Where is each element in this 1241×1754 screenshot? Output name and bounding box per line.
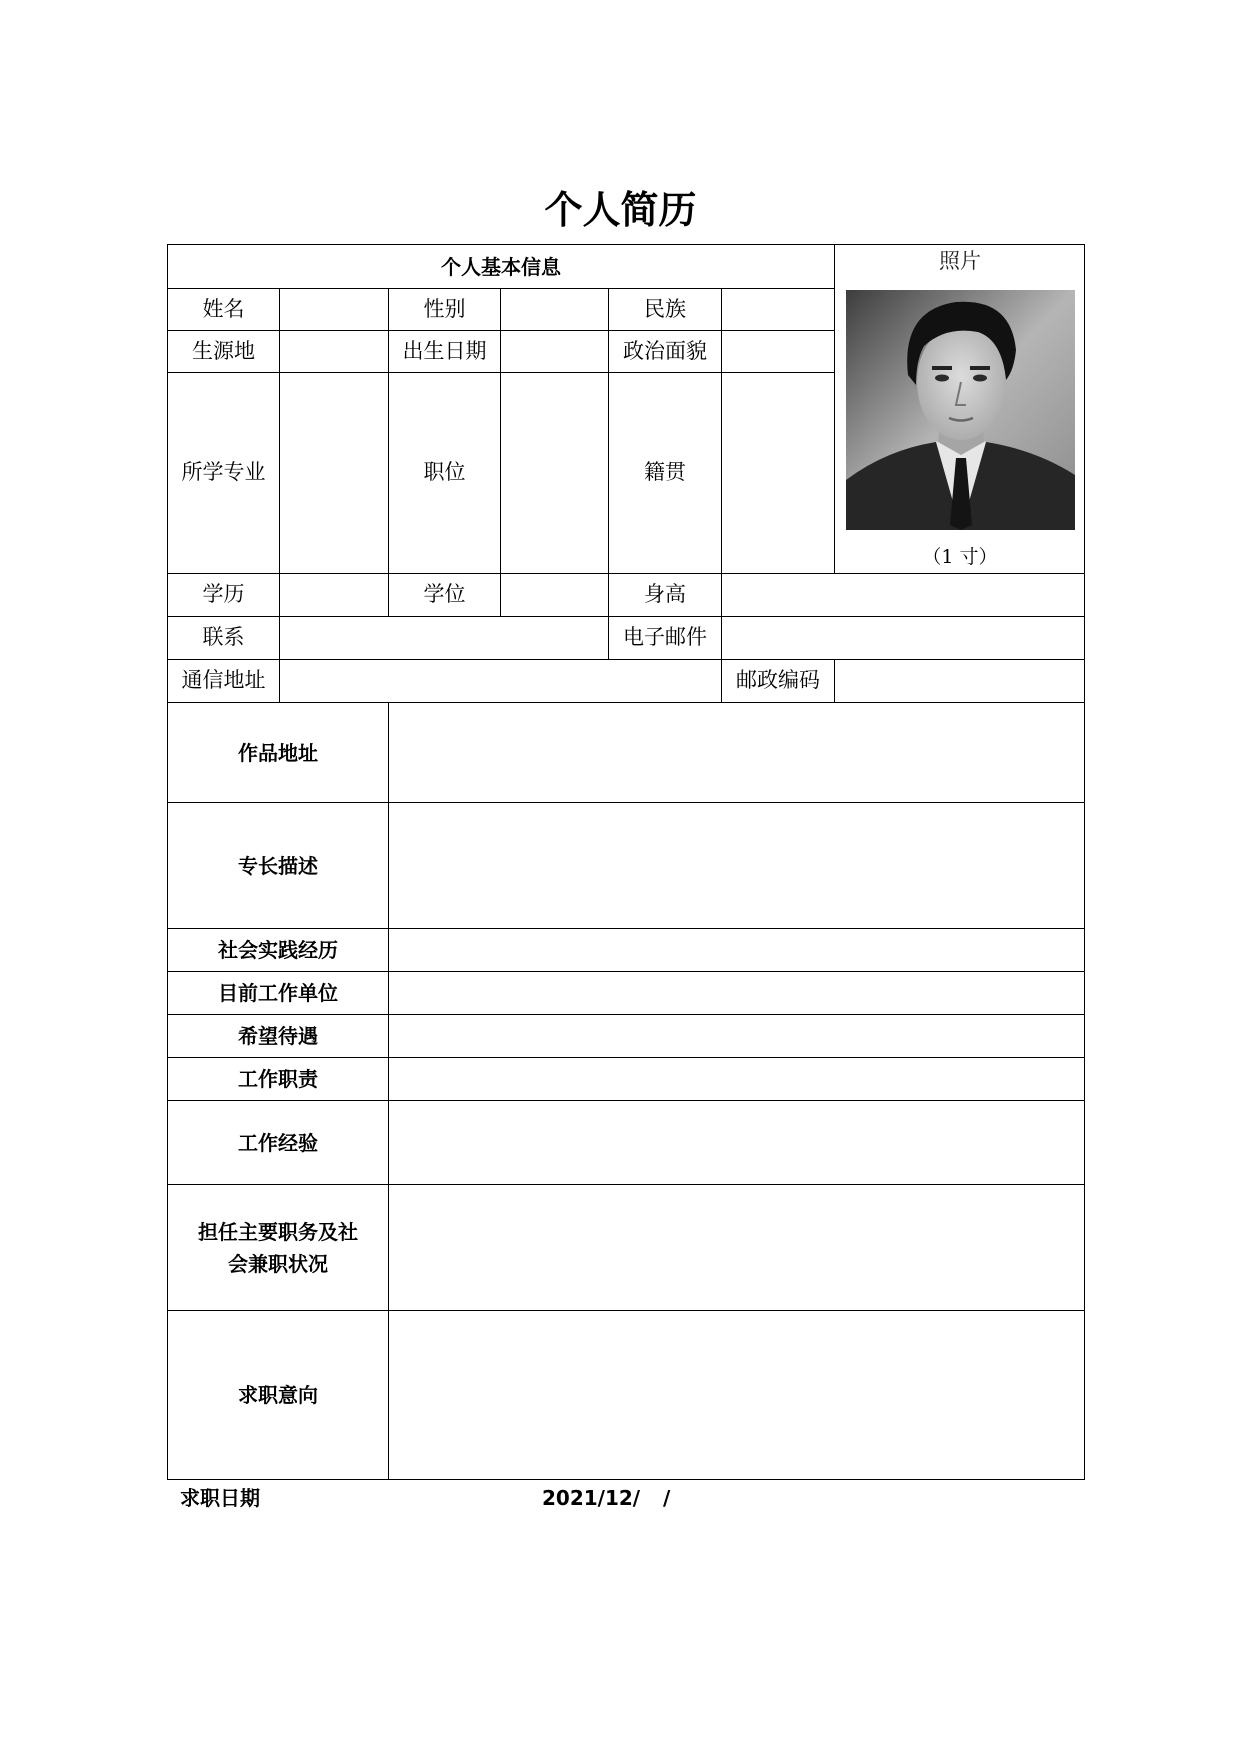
- field-major[interactable]: [280, 373, 388, 573]
- field-education[interactable]: [280, 574, 388, 616]
- label-responsibilities: 工作职责: [238, 1067, 318, 1091]
- application-date-separator: /: [663, 1486, 671, 1510]
- field-skills[interactable]: [389, 803, 1084, 928]
- label-name: 姓名: [202, 296, 245, 321]
- label-degree: 学位: [423, 582, 466, 607]
- field-degree[interactable]: [501, 574, 608, 616]
- label-birth-date: 出生日期: [402, 338, 487, 363]
- label-expected-salary: 希望待遇: [238, 1024, 318, 1048]
- field-name[interactable]: [280, 289, 388, 330]
- label-position: 职位: [423, 460, 466, 485]
- field-origin[interactable]: [280, 331, 388, 372]
- label-origin: 生源地: [192, 338, 255, 363]
- label-experience: 工作经验: [238, 1130, 318, 1155]
- label-job-intention: 求职意向: [238, 1383, 318, 1407]
- label-email: 电子邮件: [623, 625, 707, 650]
- field-political-status[interactable]: [722, 331, 834, 372]
- label-portfolio: 作品地址: [238, 740, 318, 765]
- label-social-practice: 社会实践经历: [218, 938, 338, 962]
- label-roles-line1: 担任主要职务及社: [198, 1219, 358, 1244]
- photo-label: 照片: [939, 249, 981, 273]
- field-address[interactable]: [280, 660, 721, 702]
- field-contact[interactable]: [280, 617, 608, 659]
- field-roles[interactable]: [389, 1185, 1084, 1310]
- field-responsibilities[interactable]: [389, 1058, 1084, 1100]
- profile-photo: [846, 290, 1075, 530]
- field-height[interactable]: [722, 574, 1084, 616]
- label-gender: 性别: [423, 296, 466, 321]
- field-social-practice[interactable]: [389, 929, 1084, 971]
- application-date-value[interactable]: 2021/12/: [542, 1486, 641, 1510]
- label-education: 学历: [202, 582, 245, 607]
- label-skills: 专长描述: [238, 853, 318, 878]
- field-portfolio[interactable]: [389, 703, 1084, 802]
- field-native-place[interactable]: [722, 373, 834, 573]
- field-job-intention[interactable]: [389, 1311, 1084, 1479]
- photo-size-note: （1 寸）: [922, 546, 998, 568]
- application-date-label: 求职日期: [180, 1486, 260, 1510]
- section-header: 个人基本信息: [441, 254, 561, 279]
- label-current-employer: 目前工作单位: [218, 981, 338, 1005]
- label-ethnicity: 民族: [644, 296, 686, 321]
- label-roles-line2: 会兼职状况: [228, 1251, 328, 1276]
- field-birth-date[interactable]: [501, 331, 608, 372]
- label-postal-code: 邮政编码: [736, 668, 820, 693]
- field-postal-code[interactable]: [835, 660, 1084, 702]
- label-contact: 联系: [202, 625, 245, 650]
- field-email[interactable]: [722, 617, 1084, 659]
- field-current-employer[interactable]: [389, 972, 1084, 1014]
- field-gender[interactable]: [501, 289, 608, 330]
- label-political-status: 政治面貌: [623, 338, 707, 363]
- page-title: 个人简历: [544, 187, 697, 232]
- field-expected-salary[interactable]: [389, 1015, 1084, 1057]
- label-native-place: 籍贯: [644, 460, 686, 485]
- field-position[interactable]: [501, 373, 608, 573]
- field-experience[interactable]: [389, 1101, 1084, 1184]
- field-ethnicity[interactable]: [722, 289, 834, 330]
- label-major: 所学专业: [181, 460, 266, 485]
- label-roles: [168, 1185, 388, 1310]
- label-address: 通信地址: [181, 668, 266, 693]
- label-height: 身高: [644, 582, 686, 607]
